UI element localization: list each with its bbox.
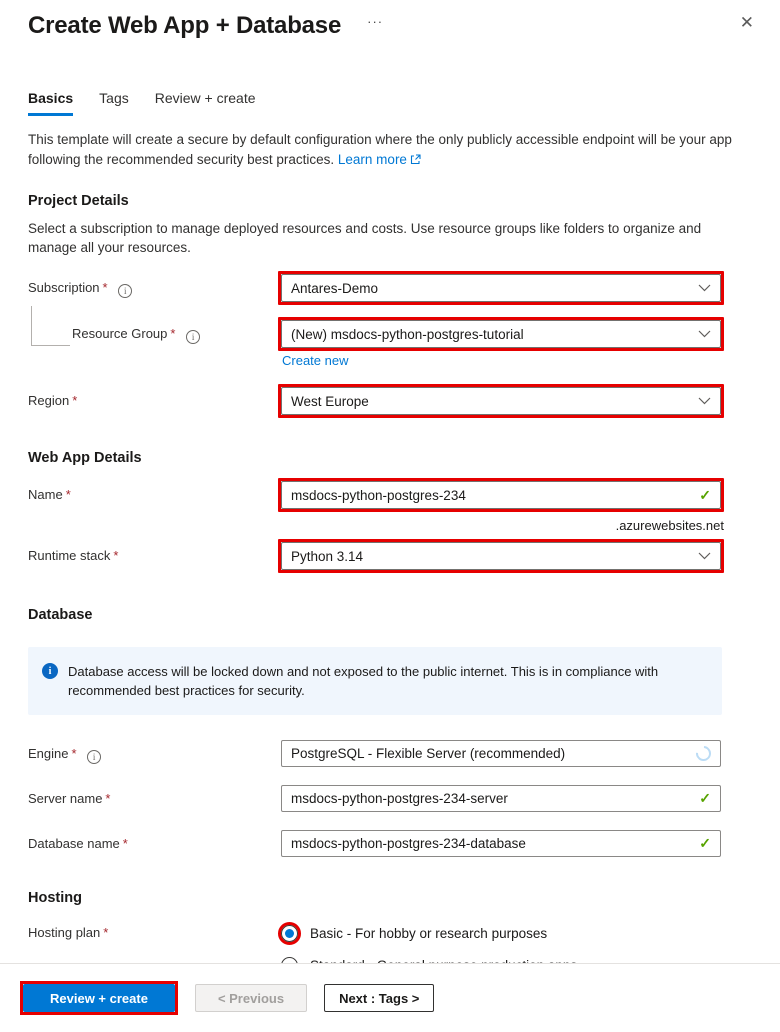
- tab-bar: [28, 90, 752, 116]
- database-name-row: [28, 827, 752, 860]
- required-marker: *: [102, 280, 108, 295]
- external-link-icon: [410, 151, 421, 171]
- create-new-row: [28, 353, 752, 368]
- tab-tags[interactable]: Tags: [99, 90, 129, 106]
- webapp-details-heading: Web App Details: [28, 450, 142, 466]
- subscription-label: Subscription: [28, 280, 100, 295]
- valid-check-icon: ✓: [699, 790, 711, 806]
- annotation-highlight: [278, 384, 724, 418]
- name-value: msdocs-python-postgres-234: [291, 487, 466, 503]
- radio-selected-icon[interactable]: [281, 925, 298, 942]
- previous-button[interactable]: < Previous: [195, 984, 307, 1012]
- next-tags-button[interactable]: Next : Tags >: [324, 984, 434, 1012]
- required-marker: *: [65, 487, 71, 502]
- learn-more-link[interactable]: Learn more: [337, 152, 407, 167]
- region-value: West Europe: [291, 393, 369, 409]
- intro-text: [28, 130, 734, 171]
- resource-group-value: (New) msdocs-python-postgres-tutorial: [291, 326, 524, 342]
- required-marker: *: [113, 548, 119, 563]
- required-marker: *: [72, 393, 78, 408]
- annotation-highlight: [278, 317, 724, 351]
- tab-basics[interactable]: Basics: [28, 90, 73, 116]
- hosting-plan-label: Hosting plan: [28, 925, 101, 940]
- engine-label: Engine: [28, 746, 69, 761]
- loading-spinner-icon: [693, 743, 714, 764]
- engine-input[interactable]: [281, 740, 721, 767]
- valid-check-icon: ✓: [699, 486, 711, 503]
- subscription-group: [28, 271, 752, 351]
- valid-check-icon: ✓: [699, 835, 711, 851]
- info-banner: [28, 647, 722, 715]
- region-dropdown[interactable]: [281, 387, 721, 415]
- server-name-input[interactable]: [281, 785, 721, 812]
- info-banner-text: Database access will be locked down and not exposed to the public internet. This is in compliance with recommended best practices for security.: [68, 664, 659, 698]
- tab-review-create[interactable]: Review + create: [154, 90, 256, 106]
- server-name-value: msdocs-python-postgres-234-server: [291, 791, 508, 806]
- name-label: Name: [28, 487, 63, 502]
- pane-header: [28, 12, 752, 40]
- page-title: Create Web App + Database: [28, 12, 342, 39]
- annotation-highlight: [20, 981, 178, 1015]
- resource-group-row: [28, 317, 752, 351]
- hosting-heading: Hosting: [28, 890, 82, 906]
- database-name-input[interactable]: [281, 830, 721, 857]
- server-name-row: [28, 782, 752, 815]
- chevron-down-icon: [698, 397, 711, 405]
- engine-row: [28, 737, 752, 770]
- info-icon[interactable]: i: [87, 750, 101, 764]
- name-row: [28, 478, 752, 539]
- required-marker: *: [103, 925, 109, 940]
- runtime-stack-label: Runtime stack: [28, 548, 111, 563]
- region-label: Region: [28, 393, 70, 408]
- runtime-stack-row: [28, 539, 752, 573]
- more-options-icon[interactable]: ···: [367, 14, 384, 29]
- chevron-down-icon: [698, 552, 711, 560]
- annotation-highlight: [278, 922, 301, 945]
- database-name-label: Database name: [28, 836, 120, 851]
- tree-connector: [31, 306, 70, 346]
- database-name-value: msdocs-python-postgres-234-database: [291, 836, 526, 851]
- resource-group-label: Resource Group: [72, 326, 168, 341]
- required-marker: *: [122, 836, 128, 851]
- required-marker: *: [170, 326, 176, 341]
- runtime-stack-dropdown[interactable]: [281, 542, 721, 570]
- database-heading: Database: [28, 607, 93, 623]
- resource-group-dropdown[interactable]: [281, 320, 721, 348]
- basics-form: [28, 271, 752, 986]
- subscription-dropdown[interactable]: [281, 274, 721, 302]
- wizard-footer: [0, 963, 780, 1032]
- required-marker: *: [105, 791, 111, 806]
- close-icon[interactable]: ✕: [739, 13, 754, 32]
- project-details-heading: Project Details: [28, 193, 129, 209]
- annotation-highlight: [278, 271, 724, 305]
- annotation-highlight: [278, 478, 724, 512]
- annotation-highlight: [278, 539, 724, 573]
- runtime-stack-value: Python 3.14: [291, 548, 364, 564]
- project-details-description: Select a subscription to manage deployed resources and costs. Use resource groups like folders to organize and manage all your resources.: [28, 221, 702, 255]
- domain-suffix: .azurewebsites.net: [615, 518, 724, 533]
- subscription-row: [28, 271, 752, 305]
- engine-value: PostgreSQL - Flexible Server (recommended): [291, 746, 566, 761]
- server-name-label: Server name: [28, 791, 103, 806]
- info-icon[interactable]: i: [118, 284, 132, 298]
- name-input[interactable]: [281, 481, 721, 509]
- chevron-down-icon: [698, 330, 711, 338]
- subscription-value: Antares-Demo: [291, 280, 379, 296]
- region-row: [28, 384, 752, 418]
- review-create-button[interactable]: Review + create: [23, 984, 175, 1012]
- chevron-down-icon: [698, 284, 711, 292]
- info-filled-icon: i: [42, 663, 58, 679]
- info-icon[interactable]: i: [186, 330, 200, 344]
- create-new-link[interactable]: Create new: [282, 353, 349, 368]
- hosting-plan-basic-label: Basic - For hobby or research purposes: [310, 926, 548, 941]
- intro-text-body: This template will create a secure by default configuration where the only publicly accessible endpoint will be your app following the recommended security best practices.: [28, 132, 732, 167]
- hosting-plan-option-basic[interactable]: [278, 922, 724, 945]
- required-marker: *: [71, 746, 77, 761]
